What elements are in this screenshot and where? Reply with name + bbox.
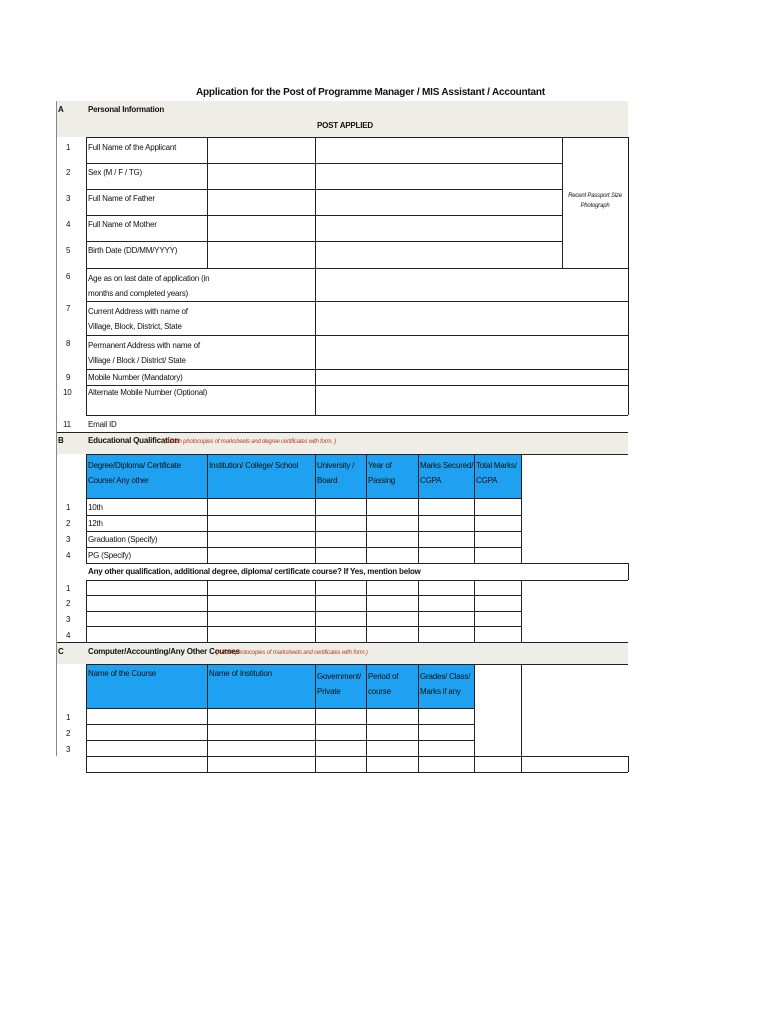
column-header-course-institution: Name of Institution (209, 669, 272, 678)
field-label-permanent-address: Permanent Address with name of Village / Block / District/ State (88, 341, 200, 365)
grid-line (521, 664, 522, 772)
grid-line (418, 664, 419, 772)
field-label-age: Age as on last date of application (in months and completed years) (88, 274, 210, 298)
grid-line (521, 454, 522, 563)
post-applied-label: POST APPLIED (317, 121, 373, 130)
grid-line (207, 580, 208, 642)
education-row-label: PG (Specify) (88, 551, 131, 560)
permanent-address-input[interactable] (316, 336, 627, 368)
birth-date-input[interactable] (316, 242, 561, 267)
column-header-marks: Marks Secured/ CGPA (420, 461, 474, 485)
row-number: 11 (63, 420, 71, 429)
grid-line (86, 756, 628, 757)
grid-line (207, 664, 208, 772)
grid-line (86, 664, 628, 665)
grid-line (86, 611, 521, 612)
column-header-grades: Grades/ Class/ Marks if any (420, 672, 471, 696)
row-number: 2 (66, 599, 71, 608)
photo-box-label: Recent Passport Size Photograph (568, 193, 622, 209)
grid-line (86, 626, 521, 627)
section-a-letter: A (58, 105, 64, 114)
grid-line (315, 664, 316, 772)
grid-line (315, 454, 316, 563)
current-address-input[interactable] (316, 302, 627, 334)
column-header-total: Total Marks/ CGPA (476, 461, 517, 485)
row-number: 9 (66, 373, 71, 382)
grid-line (86, 547, 521, 548)
grid-line (474, 580, 475, 642)
applicant-name-input[interactable] (316, 138, 561, 162)
grid-line (628, 137, 629, 415)
field-label-mother-name: Full Name of Mother (88, 220, 157, 229)
row-number: 4 (66, 631, 71, 640)
mother-name-input[interactable] (316, 216, 561, 240)
alt-mobile-input[interactable] (316, 386, 627, 414)
section-b-heading: Educational Qualification (88, 436, 180, 445)
left-border (56, 101, 57, 756)
row-number: 1 (66, 143, 71, 152)
mobile-input[interactable] (316, 370, 627, 384)
email-input[interactable] (316, 416, 627, 432)
grid-line (86, 580, 87, 642)
education-row-label: 10th (88, 503, 103, 512)
grid-line (521, 580, 522, 642)
row-number: 7 (66, 304, 71, 313)
grid-line (86, 724, 474, 725)
row-number: 5 (66, 246, 71, 255)
column-header-university: University / Board (317, 461, 355, 485)
father-name-input[interactable] (316, 190, 561, 214)
grid-line (86, 595, 521, 596)
grid-line (86, 563, 628, 564)
grid-line (562, 137, 563, 268)
grid-line (86, 664, 87, 772)
grid-line (86, 498, 521, 499)
grid-line (418, 580, 419, 642)
section-a-heading: Personal Information (88, 105, 165, 114)
grid-line (628, 563, 629, 580)
column-header-degree: Degree/Diploma/ Certificate Course/ Any other (88, 461, 181, 485)
grid-line (366, 580, 367, 642)
grid-line (86, 454, 628, 455)
row-number: 6 (66, 272, 71, 281)
section-b-letter: B (58, 436, 64, 445)
row-number: 2 (66, 168, 71, 177)
row-number: 8 (66, 339, 71, 348)
grid-line (86, 531, 521, 532)
row-number: 1 (66, 503, 71, 512)
grid-line (86, 580, 628, 581)
row-number: 1 (66, 713, 71, 722)
row-number: 3 (66, 535, 71, 544)
field-label-mobile: Mobile Number (Mandatory) (88, 373, 183, 382)
grid-line (86, 454, 87, 563)
grid-line (366, 664, 367, 772)
other-qualification-heading: Any other qualification, additional degree, diploma/ certificate course? If Yes, mention below (88, 567, 421, 576)
section-c-note: (Attach photocopies of marksheets and certificates with form.) (216, 650, 368, 656)
row-number: 1 (66, 584, 71, 593)
row-number: 3 (66, 194, 71, 203)
column-header-institution: Institution/ College/ School (209, 461, 299, 470)
row-number: 3 (66, 615, 71, 624)
grid-line (366, 454, 367, 563)
grid-line (207, 137, 208, 268)
column-header-period: Period of course (368, 672, 399, 696)
field-label-email: Email ID (88, 420, 117, 429)
row-number: 4 (66, 220, 71, 229)
grid-line (86, 708, 474, 709)
field-label-alt-mobile: Alternate Mobile Number (Optional) (88, 388, 208, 397)
grid-line (207, 454, 208, 563)
education-row-label: Graduation (Specify) (88, 535, 158, 544)
field-label-applicant-name: Full Name of the Applicant (88, 143, 177, 152)
grid-line (86, 740, 474, 741)
grid-line (474, 454, 475, 563)
column-header-government-private: Government/ Private (317, 672, 362, 696)
row-number: 3 (66, 745, 71, 754)
field-label-sex: Sex (M / F / TG) (88, 168, 142, 177)
section-b-note: (Attach photocopies of marksheets and degree certificates with form. ) (164, 439, 337, 445)
grid-line (628, 756, 629, 772)
grid-line (474, 664, 475, 772)
grid-line (56, 642, 628, 643)
row-number: 2 (66, 519, 71, 528)
row-number: 10 (63, 388, 72, 397)
sex-input[interactable] (316, 164, 561, 188)
section-c-letter: C (58, 647, 64, 656)
field-label-father-name: Full Name of Father (88, 194, 155, 203)
grid-line (86, 137, 87, 415)
grid-line (418, 454, 419, 563)
grid-line (86, 772, 628, 773)
section-c-heading: Computer/Accounting/Any Other Courses (88, 647, 240, 656)
row-number: 4 (66, 551, 71, 560)
column-header-year: Year of Passing (368, 461, 396, 485)
row-number: 2 (66, 729, 71, 738)
column-header-course-name: Name of the Course (88, 669, 156, 678)
grid-line (86, 515, 521, 516)
field-label-current-address: Current Address with name of Village, Block, District, State (88, 307, 188, 331)
page-title: Application for the Post of Programme Manager / MIS Assistant / Accountant (196, 87, 545, 98)
age-input[interactable] (316, 269, 627, 300)
field-label-birth-date: Birth Date (DD/MM/YYYY) (88, 246, 178, 255)
grid-line (315, 580, 316, 642)
education-row-label: 12th (88, 519, 103, 528)
grid-line (56, 432, 628, 433)
